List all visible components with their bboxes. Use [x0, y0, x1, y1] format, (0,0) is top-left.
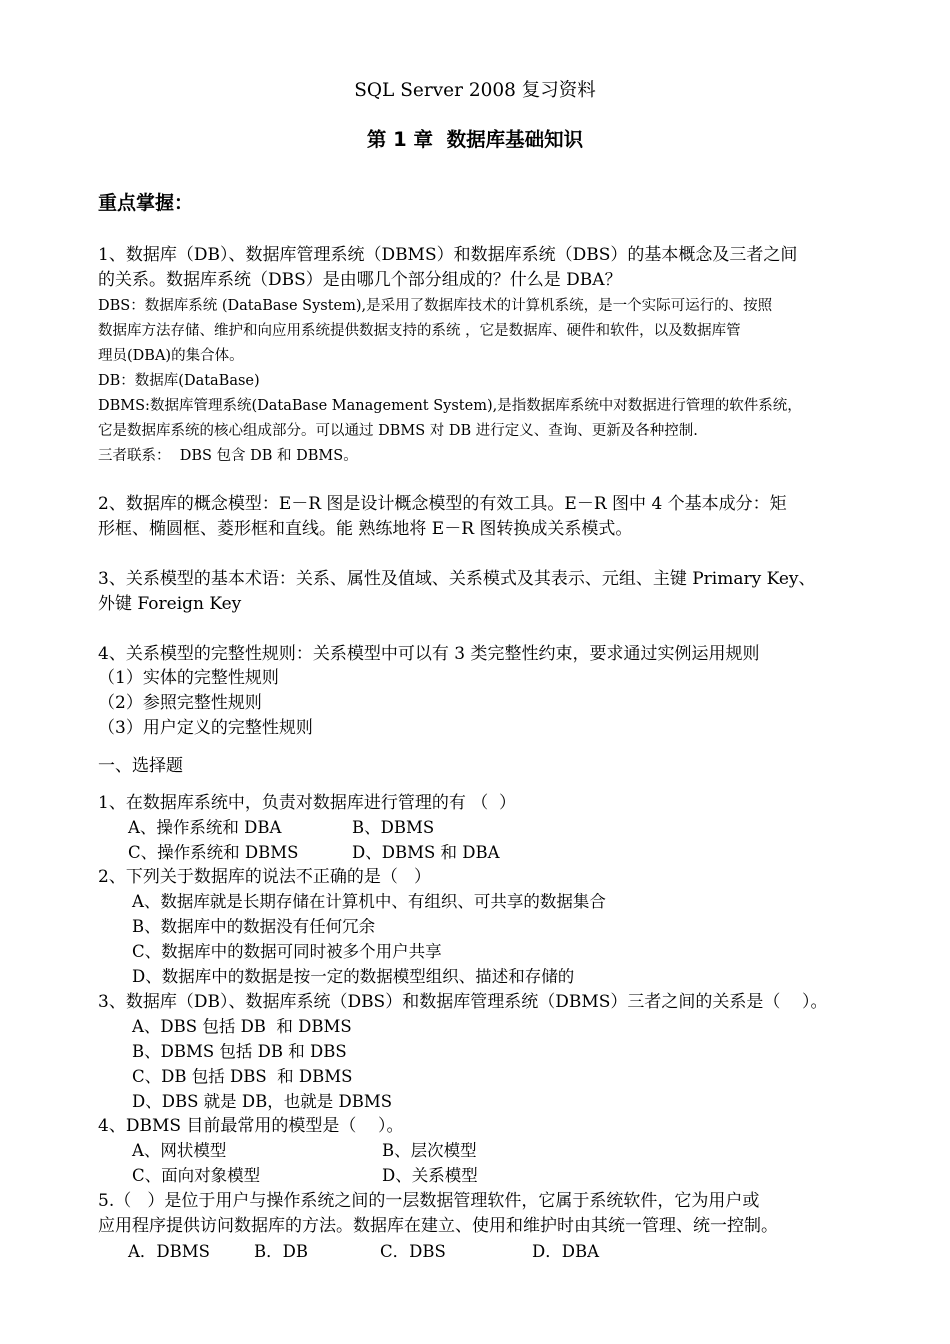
document-title: SQL Server 2008 复习资料: [354, 80, 596, 101]
chapter-title: 第 1 章 数据库基础知识: [366, 128, 584, 151]
question-1-option-d: D、DBMS 和 DBA: [352, 843, 500, 862]
key-point-4-line-1: 4、关系模型的完整性规则：关系模型中可以有 3 类完整性约束，要求通过实例运用规则: [98, 644, 760, 664]
integrity-rule-3: （3）用户定义的完整性规则: [98, 718, 313, 738]
key-point-3-line-1: 3、关系模型的基本术语：关系、属性及值域、关系模式及其表示、元组、主键 Primary Key、: [98, 569, 816, 589]
question-2-option-c: C、数据库中的数据可同时被多个用户共享: [132, 942, 442, 961]
question-1-option-a: A、操作系统和 DBA: [128, 818, 282, 837]
question-1-stem: 1、在数据库系统中，负责对数据库进行管理的有 （ ）: [98, 793, 517, 813]
question-2-option-b: B、数据库中的数据没有任何冗余: [132, 917, 376, 936]
question-3-option-a: A、DBS 包括 DB 和 DBMS: [132, 1017, 352, 1036]
question-3-option-c: C、DB 包括 DBS 和 DBMS: [132, 1067, 353, 1086]
question-4-stem: 4、DBMS 目前最常用的模型是（ ）。: [98, 1116, 404, 1136]
question-4-option-c: C、面向对象模型: [132, 1166, 261, 1185]
question-1-option-b: B、DBMS: [352, 818, 435, 837]
dbs-definition-line-2: 数据库方法存储、维护和向应用系统提供数据支持的系统 ，它是数据库、硬件和软件，以及数据库管: [98, 323, 741, 339]
relationship-summary: 三者联系： DBS 包含 DB 和 DBMS。: [98, 448, 358, 464]
question-5-stem-line-1: 5.（ ）是位于用户与操作系统之间的一层数据管理软件，它属于系统软件，它为用户或: [98, 1191, 760, 1211]
choice-section-title: 一、选择题: [98, 756, 183, 776]
key-point-3-line-2: 外键 Foreign Key: [98, 594, 242, 614]
question-5-option-d: D．DBA: [532, 1242, 599, 1261]
question-2-stem: 2、下列关于数据库的说法不正确的是（ ）: [98, 867, 432, 887]
question-3-option-d: D、DBS 就是 DB，也就是 DBMS: [132, 1092, 393, 1111]
question-4-option-a: A、网状模型: [132, 1141, 227, 1160]
question-5-option-a: A．DBMS: [128, 1242, 210, 1261]
question-3-stem: 3、数据库（DB）、数据库系统（DBS）和数据库管理系统（DBMS）三者之间的关系是（ ）。: [98, 992, 828, 1012]
question-5-option-b: B．DB: [254, 1242, 308, 1261]
dbs-definition-line-3: 理员(DBA)的集合体。: [98, 348, 244, 364]
question-1-option-c: C、操作系统和 DBMS: [128, 843, 299, 862]
question-2-option-a: A、数据库就是长期存储在计算机中、有组织、可共享的数据集合: [132, 892, 606, 911]
db-definition: DB：数据库(DataBase): [98, 373, 260, 389]
key-point-2-line-2: 形框、椭圆框、菱形框和直线。能 熟练地将 E－R 图转换成关系模式。: [98, 519, 633, 539]
integrity-rule-1: （1）实体的完整性规则: [98, 668, 279, 688]
section-heading: 重点掌握：: [98, 192, 194, 214]
dbs-definition-line-1: DBS：数据库系统 (DataBase System),是采用了数据库技术的计算机系统，是一个实际可运行的、按照: [98, 298, 773, 314]
question-4-option-d: D、关系模型: [382, 1166, 478, 1185]
question-5-option-c: C．DBS: [380, 1242, 446, 1261]
question-4-option-b: B、层次模型: [382, 1141, 477, 1160]
key-point-2-line-1: 2、数据库的概念模型：E－R 图是设计概念模型的有效工具。E－R 图中 4 个基本成分：矩: [98, 494, 787, 514]
dbms-definition-line-2: 它是数据库系统的核心组成部分。可以通过 DBMS 对 DB 进行定义、查询、更新及各种控制.: [98, 423, 698, 439]
question-5-stem-line-2: 应用程序提供访问数据库的方法。数据库在建立、使用和维护时由其统一管理、统一控制。: [98, 1216, 778, 1236]
dbms-definition-line-1: DBMS:数据库管理系统(DataBase Management System),是指数据库系统中对数据进行管理的软件系统，: [98, 398, 802, 414]
integrity-rule-2: （2）参照完整性规则: [98, 693, 262, 713]
key-point-1-line-1: 1、数据库（DB）、数据库管理系统（DBMS）和数据库系统（DBS）的基本概念及三者之间: [98, 245, 798, 265]
question-2-option-d: D、数据库中的数据是按一定的数据模型组织、描述和存储的: [132, 967, 575, 986]
key-point-1-line-2: 的关系。数据库系统（DBS）是由哪几个部分组成的？什么是 DBA？: [98, 270, 622, 290]
question-3-option-b: B、DBMS 包括 DB 和 DBS: [132, 1042, 347, 1061]
